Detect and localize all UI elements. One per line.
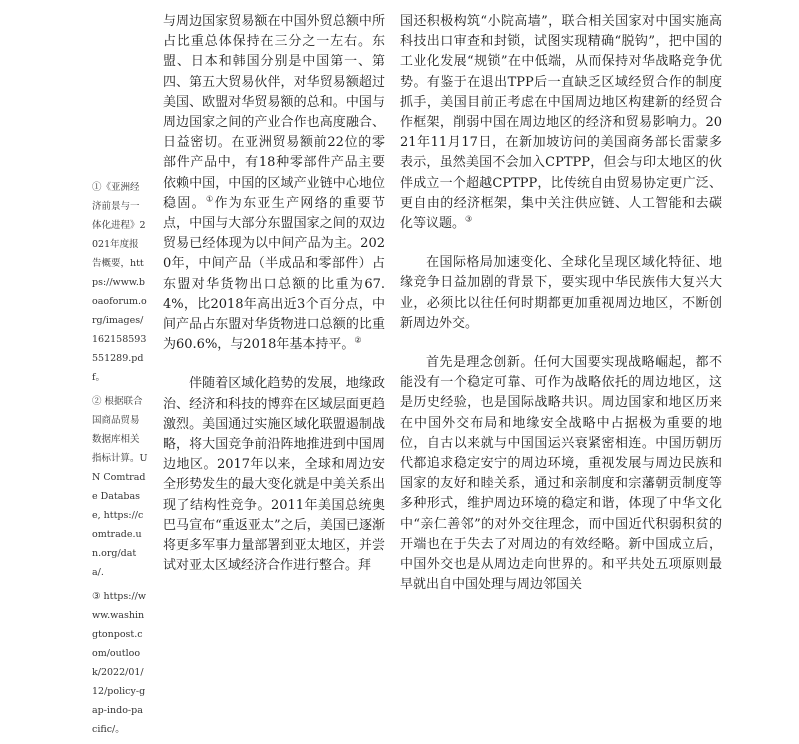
footnote-3: ③ https://www.washingtonpost.com/outlook/2022/01/12/policy-gap-indo-pacific/。 xyxy=(92,591,146,735)
footnote-2: ② 根据联合国商品贸易数据库相关指标计算。UN Comtrade Database, https://comtrade.un.org/data/. xyxy=(92,396,148,578)
paragraph: 伴随着区域化趋势的发展，地缘政治、经济和科技的博弈在区域层面更趋激烈。美国通过实施区域化联盟遏制战略，将大国竞争前沿阵地推进到中国周边地区。2017年以来，全球和周边安全形势发生的最大变化就是中美关系出现了结构性竞争。2011年美国总统奥巴马宣布“重返亚太”之后，美国已逐渐将更多军事力量部署到亚太地区，并尝试对亚太区域经济合作进行整合。拜 xyxy=(163,376,385,574)
right-text-column xyxy=(400,12,722,595)
footnote-ref-3: ③ xyxy=(465,214,473,224)
footnote-ref-1: ① xyxy=(205,194,215,204)
footnote-1: ①《亚洲经济前景与一体化进程》2021年度报告概要，https://www.boaoforum.org/images/162158593551289.pdf。 xyxy=(92,182,147,383)
footnotes-sidebar xyxy=(92,178,148,744)
paragraph-text: 国还积极构筑“小院高墙”，联合相关国家对中国实施高科技出口审查和封锁，试图实现精确“脱钩”，把中国的工业化发展“规锁”在中低端，从而保持对华战略竞争优势。有鉴于在退出TPP后一直缺乏区域经贸合作的制度抓手，美国目前正考虑在中国周边地区构建新的经贸合作框架，削弱中国在周边地区的经济和贸易影响力。2021年11月17日，在新加坡访问的美国商务部长雷蒙多表示，虽然美国不会加入CPTPP，但会与印太地区的伙伴成立一个超越CPTPP，比传统自由贸易协定更广泛、更自由的经济框架，集中关注供应链、人工智能和去碳化等议题。 xyxy=(400,14,722,232)
footnote-ref-2: ② xyxy=(354,335,362,345)
paragraph xyxy=(163,12,385,355)
paragraph-text: 作为东亚生产网络的重要节点，中国与大部分东盟国家之间的双边贸易已经体现为以中间产品为主。2020年，中间产品（半成品和零部件）占东盟对华货物出口总额的比重为67.4%，比2018年高出近3个百分点，中间产品占东盟对华货物进口总额的比重为60.6%，与2018年基本持平。 xyxy=(163,195,385,353)
left-text-column xyxy=(163,12,385,576)
paragraph-text: 与周边国家贸易额在中国外贸总额中所占比重总体保持在三分之一左右。东盟、日本和韩国分别是中国第一、第四、第五大贸易伙伴，对华贸易额超过美国、欧盟对华贸易额的总和。中国与周边国家之间的产业合作也高度融合、日益密切。在亚洲贸易额前22位的零部件产品中，有18种零部件产品主要依赖中国，中国的区域产业链中心地位稳固。 xyxy=(163,14,385,211)
paragraph: 首先是理念创新。任何大国要实现战略崛起，都不能没有一个稳定可靠、可作为战略依托的周边地区，这是历史经验，也是国际战略共识。周边国家和地区历来在中国外交布局和地缘安全战略中占据极为重要的地位，自古以来就与中国国运兴衰紧密相连。中国历朝历代都追求稳定安宁的周边环境，重视发展与周边民族和国家的友好和睦关系，通过和亲制度和宗藩朝贡制度等多种形式，维护周边环境的稳定和谐，体现了中华文化中“亲仁善邻”的对外交往理念，而中国近代积弱积贫的开端也在于失去了对周边的有效经略。新中国成立后，中国外交也是从周边走向世界的。和平共处五项原则最早就出自中国处理与周边邻国关 xyxy=(400,355,722,593)
paragraph: 在国际格局加速变化、全球化呈现区域化特征、地缘竞争日益加剧的背景下，要实现中华民族伟大复兴大业，必须比以往任何时期都更加重视周边地区，不断创新周边外交。 xyxy=(400,255,722,331)
paragraph xyxy=(400,12,722,234)
